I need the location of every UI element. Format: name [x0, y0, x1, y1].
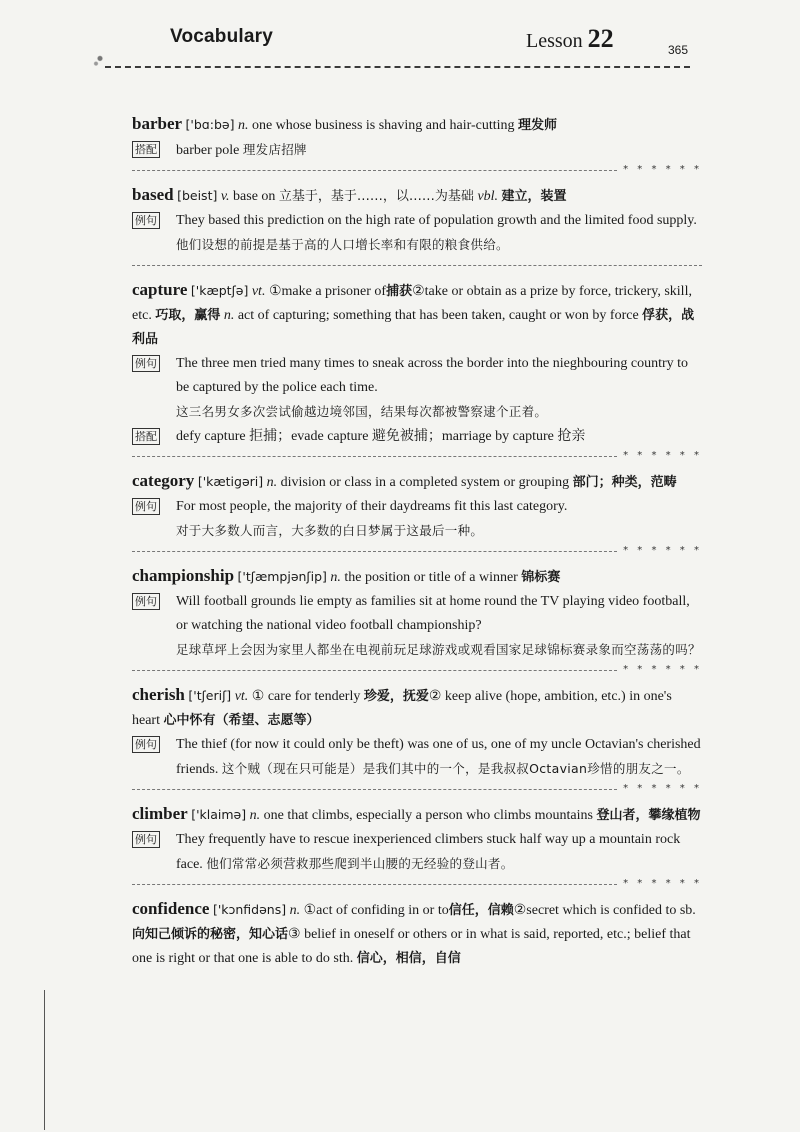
entry-based: based [beist] v. base on 立基于，基于……，以……为基础 vbl. 建立，装置 例句 They based this prediction on the high rate of population growth and the limited food supply. 他们设想的前提是基于高的人口增长率和有限的粮食供给。 [132, 183, 702, 258]
headword: category [132, 471, 195, 490]
phonetic: ['klaimə] [191, 807, 247, 822]
vocabulary-list [132, 112, 702, 971]
tag-collocation-icon: 搭配 [132, 428, 160, 445]
scan-smudge-icon [88, 48, 108, 74]
tag-example-icon: 例句 [132, 498, 160, 515]
headword: climber [132, 804, 188, 823]
headword: championship [132, 566, 235, 585]
tag-example-icon: 例句 [132, 355, 160, 372]
entry-separator: * * * * * * [132, 879, 702, 889]
scan-edge-rule [44, 990, 45, 1130]
entry-capture: capture ['kæptʃə] vt. ①make a prisoner of捕获②take or obtain as a prize by force, trickery, skill, etc. 巧取，赢得 n. act of capturing; something that has been taken, caught or won by force 俘获，战利品 例句 The three men tried many times to sneak across the border into the nieghbouring country to be captured by the police each time. 这三名男女多次尝试偷越边境邻国，结果每次都被警察逮个正着。 搭配 defy capture 拒捕；evade capture 避免被捕；marriage by capture 抢亲 [132, 278, 702, 449]
entry-separator [132, 260, 702, 270]
example-sentence: 例句 Will football grounds lie empty as families sit at home round the TV playing video football, or watching the national video football championship? 足球草坪上会因为家里人都坐在电视前玩足球游戏或观看国家足球锦标赛录象而空荡荡的吗？ [132, 590, 702, 663]
entry-separator: * * * * * * [132, 784, 702, 794]
example-sentence: 例句 The thief (for now it could only be theft) was one of us, one of my uncle Octavian's cherished friends. 这个贼（现在只可能是）是我们其中的一个，是我叔叔Octavian珍惜的朋友之一。 [132, 733, 702, 782]
example-sentence: 例句 They based this prediction on the high rate of population growth and the limited food supply. 他们设想的前提是基于高的人口增长率和有限的粮食供给。 [132, 209, 702, 258]
tag-example-icon: 例句 [132, 831, 160, 848]
page-header [0, 0, 800, 80]
entry-separator: * * * * * * [132, 165, 702, 175]
page-number: 365 [668, 43, 689, 57]
tag-example-icon: 例句 [132, 212, 160, 229]
example-sentence: 例句 They frequently have to rescue inexperienced climbers stuck half way up a mountain rock face. 他们常常必须营救那些爬到半山腰的无经验的登山者。 [132, 828, 702, 877]
tag-collocation-icon: 搭配 [132, 141, 160, 158]
example-sentence: 例句 For most people, the majority of their daydreams fit this last category. 对于大多数人而言，大多数的白日梦属于这最后一种。 [132, 495, 702, 544]
entry-category: category ['kætigəri] n. division or class in a completed system or grouping 部门；种类，范畴 例句 For most people, the majority of their daydreams fit this last category. 对于大多数人而言，大多数的白日梦属于这最后一种。 [132, 469, 702, 544]
headword: confidence [132, 899, 210, 918]
entry-championship: championship ['tʃæmpjənʃip] n. the position or title of a winner 锦标赛 例句 Will football grounds lie empty as families sit at home round the TV playing video football, or watching the national video football championship? 足球草坪上会因为家里人都坐在电视前玩足球游戏或观看国家足球锦标赛录象而空荡荡的吗？ [132, 564, 702, 663]
collocation: 搭配 barber pole 理发店招牌 [132, 138, 702, 163]
entry-confidence: confidence ['kɔnfidəns] n. ①act of confiding in or to信任，信赖②secret which is confided to sb. 向知己倾诉的秘密，知心话③ belief in oneself or others or in what is said, reported, etc.; belief that one is right or that one is able to do sth. 信心，相信，自信 [132, 899, 696, 966]
entry-barber: barber ['bɑ:bə] n. one whose business is shaving and hair-cutting 理发师 搭配 barber pole 理发店招牌 [132, 112, 702, 163]
tag-example-icon: 例句 [132, 593, 160, 610]
headword: capture [132, 280, 188, 299]
tag-example-icon: 例句 [132, 736, 160, 753]
phonetic: ['bɑ:bə] [185, 117, 235, 132]
phonetic: ['kætigəri] [197, 474, 264, 489]
example-sentence: 例句 The three men tried many times to sneak across the border into the nieghbouring country to be captured by the police each time. 这三名男女多次尝试偷越边境邻国，结果每次都被警察逮个正着。 [132, 352, 702, 425]
entry-climber: climber ['klaimə] n. one that climbs, especially a person who climbs mountains 登山者，攀缘植物 例句 They frequently have to rescue inexperienced climbers stuck half way up a mountain rock face. 他们常常必须营救那些爬到半山腰的无经验的登山者。 [132, 802, 702, 877]
header-lesson: Lesson 22 [526, 24, 614, 53]
lesson-number: 22 [587, 24, 614, 53]
entry-separator: * * * * * * [132, 546, 702, 556]
headword: cherish [132, 685, 185, 704]
entry-cherish: cherish ['tʃeriʃ] vt. ① care for tenderly 珍爱，抚爱② keep alive (hope, ambition, etc.) in one's heart 心中怀有（希望、志愿等） 例句 The thief (for now it could only be theft) was one of us, one of my uncle Octavian's cherished friends. 这个贼（现在只可能是）是我们其中的一个，是我叔叔Octavian珍惜的朋友之一。 [132, 683, 702, 782]
phonetic: ['kɔnfidəns] [212, 902, 287, 917]
entry-separator: * * * * * * [132, 451, 702, 461]
phonetic: ['tʃæmpjənʃip] [237, 569, 327, 584]
collocation: 搭配 defy capture 拒捕；evade capture 避免被捕；marriage by capture 抢亲 [132, 425, 702, 449]
headword: barber [132, 114, 183, 133]
phonetic: ['kæptʃə] [190, 283, 249, 298]
entry-separator: * * * * * * [132, 665, 702, 675]
header-title: Vocabulary [170, 26, 274, 47]
header-dashed-rule [105, 66, 690, 68]
headword: based [132, 185, 174, 204]
phonetic: [beist] [177, 188, 218, 203]
phonetic: ['tʃeriʃ] [188, 688, 232, 703]
